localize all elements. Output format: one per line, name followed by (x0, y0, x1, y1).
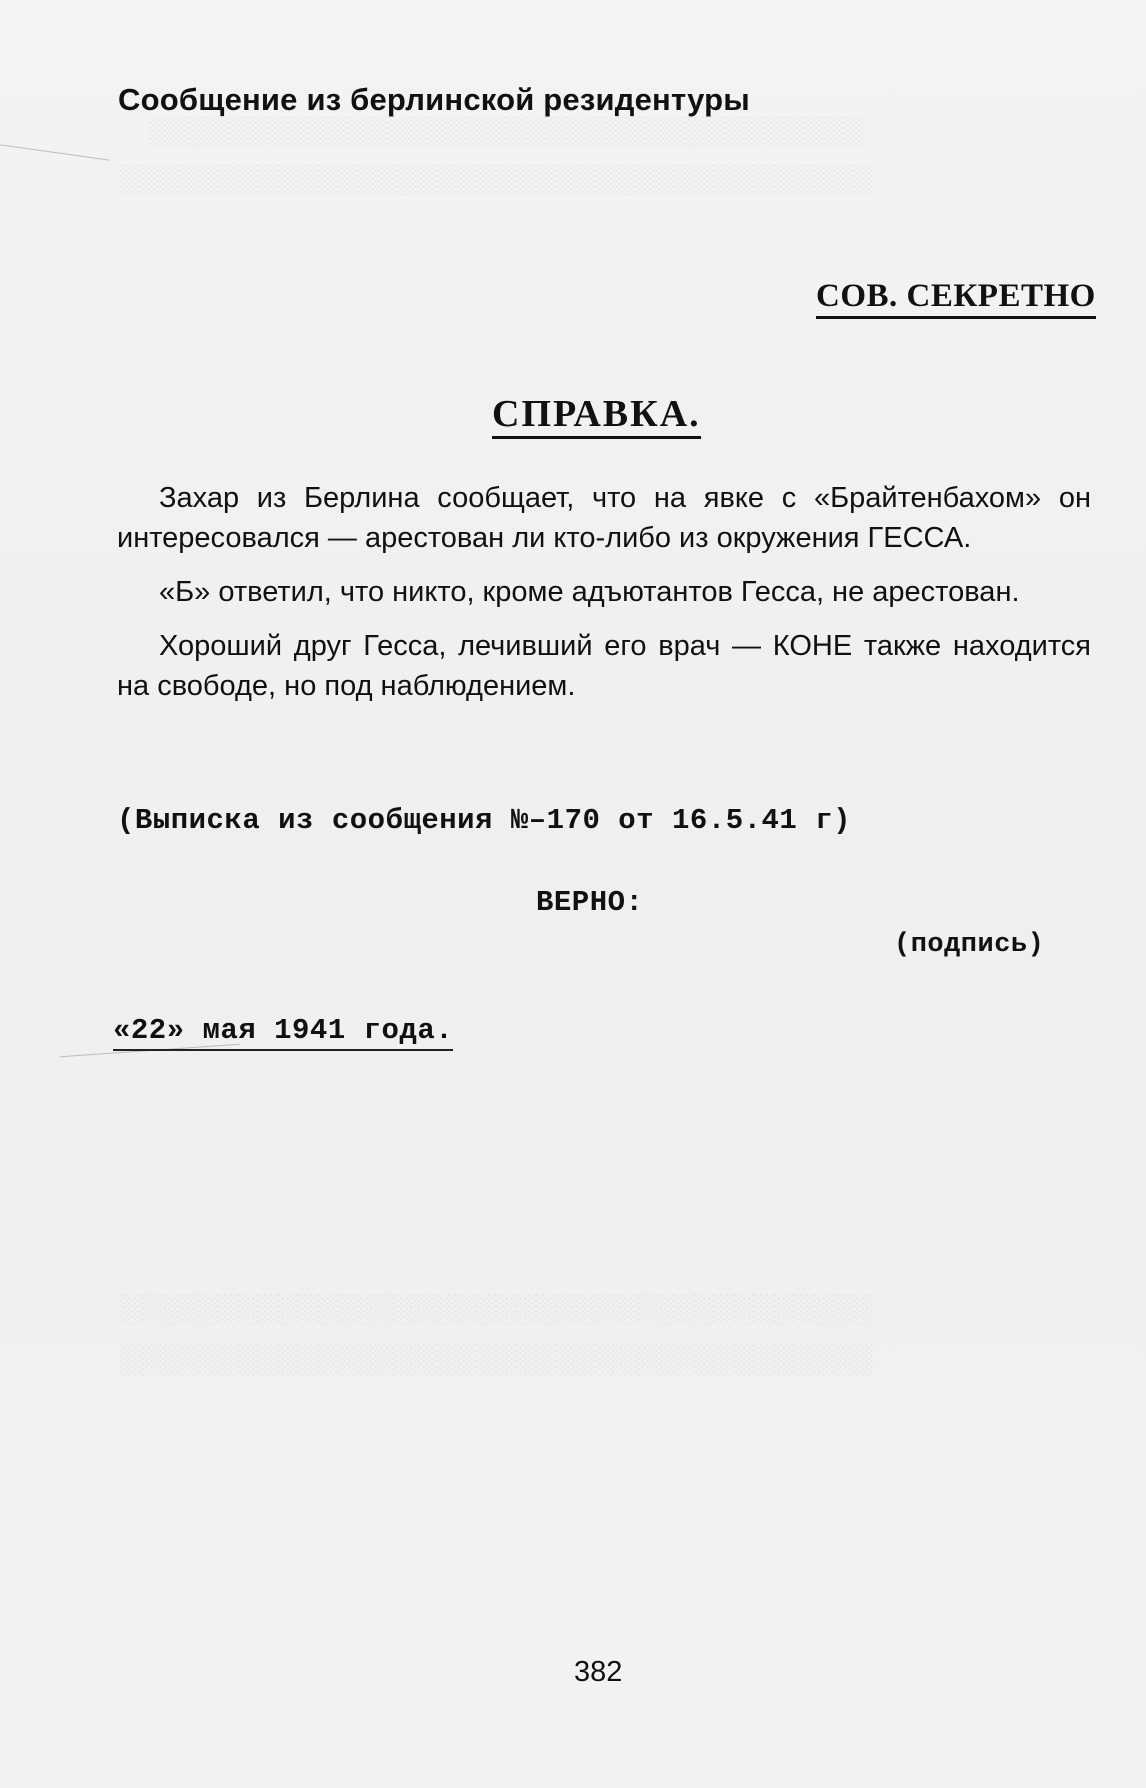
classification-stamp: СОВ. СЕКРЕТНО (816, 278, 1096, 319)
show-through-texture: ░░░░░░░░░░░░░░░░░░░░░░░░░░░░░░░░░░░░░░ (120, 1343, 874, 1374)
body-paragraph: «Б» ответил, что никто, кроме адъютантов Гесса, не арестован. (159, 576, 1020, 608)
certification-label: ВЕРНО: (536, 886, 644, 919)
document-date: «22» мая 1941 года. (113, 1014, 453, 1051)
show-through-texture: ░░░░░░░░░░░░░░░░░░░░░░░░░░░░░░░░░░░░ (150, 115, 865, 146)
signature-placeholder: (подпись) (894, 930, 1045, 960)
body-paragraph: Захар из Берлина сообщает, что на явке с «Брайтенбахом» он интересовался — арестован ли кто-либо из окружения ГЕССА. (117, 482, 1091, 554)
scan-artifact-line (0, 144, 109, 160)
document-body (117, 478, 1091, 720)
show-through-texture: ░░░░░░░░░░░░░░░░░░░░░░░░░░░░░░░░░░░░░░ (120, 1293, 874, 1324)
body-paragraph: Хороший друг Гесса, лечивший его врач — КОНЕ также находится на свободе, но под наблюдением. (117, 630, 1091, 702)
show-through-texture: ░░░░░░░░░░░░░░░░░░░░░░░░░░░░░░░░░░░░░░ (120, 163, 874, 194)
page-number: 382 (574, 1656, 623, 1688)
section-heading: Сообщение из берлинской резидентуры (118, 82, 750, 117)
extract-note: (Выписка из сообщения №–170 от 16.5.41 г) (117, 804, 852, 837)
document-title: СПРАВКА. (492, 392, 701, 439)
